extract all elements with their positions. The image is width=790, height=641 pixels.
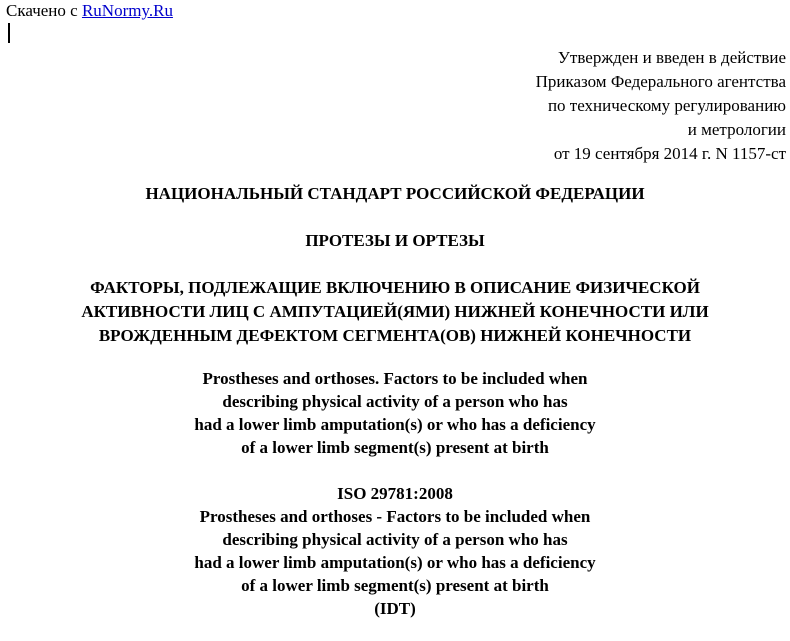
source-link[interactable]: RuNormy.Ru bbox=[81, 1, 173, 20]
iso-title-line: describing physical activity of a person who has bbox=[222, 530, 568, 549]
standard-subject: ПРОТЕЗЫ И ОРТЕЗЫ bbox=[305, 231, 485, 250]
title-ru-line: АКТИВНОСТИ ЛИЦ С АМПУТАЦИЕЙ(ЯМИ) НИЖНЕЙ КОНЕЧНОСТИ ИЛИ bbox=[81, 302, 709, 321]
approval-line: и метрологии bbox=[687, 120, 786, 139]
title-en-line: describing physical activity of a person who has bbox=[222, 392, 568, 411]
source-line bbox=[6, 1, 173, 21]
approval-line: Приказом Федерального агентства bbox=[535, 72, 786, 91]
title-en-line: Prostheses and orthoses. Factors to be included when bbox=[202, 369, 588, 388]
standard-name: НАЦИОНАЛЬНЫЙ СТАНДАРТ РОССИЙСКОЙ ФЕДЕРАЦИИ bbox=[145, 184, 645, 203]
iso-idt: (IDT) bbox=[374, 599, 416, 618]
title-en-line: had a lower limb amputation(s) or who has a deficiency bbox=[194, 415, 596, 434]
title-english bbox=[0, 367, 790, 459]
iso-block bbox=[0, 482, 790, 620]
approval-line: от 19 сентября 2014 г. N 1157-ст bbox=[553, 144, 786, 163]
title-ru-line: ФАКТОРЫ, ПОДЛЕЖАЩИЕ ВКЛЮЧЕНИЮ В ОПИСАНИЕ ФИЗИЧЕСКОЙ bbox=[90, 278, 700, 297]
title-russian bbox=[0, 276, 790, 348]
iso-title-line: Prostheses and orthoses - Factors to be included when bbox=[199, 507, 591, 526]
approval-line: Утвержден и введен в действие bbox=[557, 48, 786, 67]
approval-block bbox=[536, 46, 786, 166]
approval-line: по техническому регулированию bbox=[547, 96, 786, 115]
iso-title-line: had a lower limb amputation(s) or who has a deficiency bbox=[194, 553, 596, 572]
title-ru-line: ВРОЖДЕННЫМ ДЕФЕКТОМ СЕГМЕНТА(ОВ) НИЖНЕЙ КОНЕЧНОСТИ bbox=[98, 326, 692, 345]
title-en-line: of a lower limb segment(s) present at birth bbox=[241, 438, 549, 457]
iso-code: ISO 29781:2008 bbox=[337, 484, 453, 503]
text-cursor bbox=[8, 23, 10, 43]
source-prefix: Скачено с bbox=[6, 1, 78, 20]
iso-title-line: of a lower limb segment(s) present at birth bbox=[241, 576, 549, 595]
